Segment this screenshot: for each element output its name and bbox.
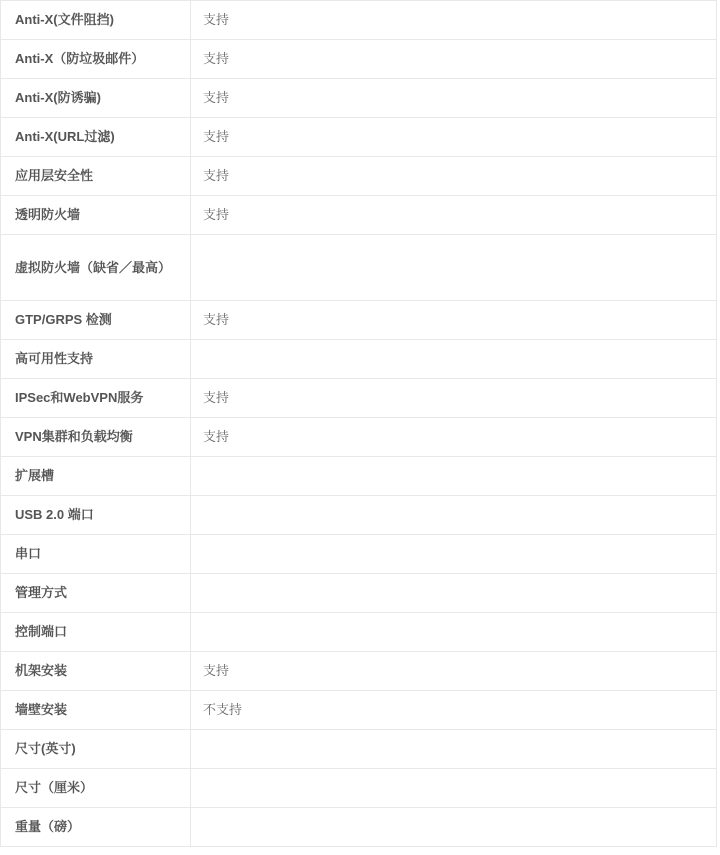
spec-value-cell: 支持 [191, 652, 717, 691]
spec-label-cell [1, 808, 191, 847]
spec-label-text: IPSec和WebVPN服务 [15, 390, 144, 405]
spec-label-cell [1, 79, 191, 118]
spec-value-cell [191, 574, 717, 613]
spec-label-text: 机架安装 [15, 663, 68, 678]
spec-value-cell [191, 613, 717, 652]
spec-value-cell: 支持 [191, 301, 717, 340]
spec-value-cell [191, 235, 717, 301]
spec-label-cell [1, 613, 191, 652]
spec-label-text: 管理方式 [15, 585, 68, 600]
spec-label-cell [1, 535, 191, 574]
spec-label-text: 控制端口 [15, 624, 68, 639]
spec-label-text: 墙壁安装 [15, 702, 68, 717]
spec-label-text: 应用层安全性 [15, 168, 94, 183]
spec-value-cell: 支持 [191, 40, 717, 79]
table-row [1, 340, 717, 379]
table-row [1, 652, 717, 691]
table-row [1, 574, 717, 613]
table-row [1, 79, 717, 118]
spec-label-cell [1, 40, 191, 79]
spec-label-cell [1, 457, 191, 496]
spec-label-text: 尺寸(英寸) [15, 741, 76, 756]
spec-value-cell: 支持 [191, 418, 717, 457]
spec-label-cell [1, 301, 191, 340]
spec-value-cell [191, 457, 717, 496]
spec-label-cell [1, 769, 191, 808]
table-row [1, 613, 717, 652]
spec-label-cell [1, 340, 191, 379]
spec-value-cell: 支持 [191, 379, 717, 418]
spec-label-text: 虚拟防火墙（缺省／最高） [15, 259, 172, 275]
table-row [1, 118, 717, 157]
spec-label-cell [1, 379, 191, 418]
spec-label-text: GTP/GRPS 检测 [15, 312, 112, 327]
table-row [1, 808, 717, 847]
table-row [1, 40, 717, 79]
spec-label-text: 尺寸（厘米） [15, 780, 94, 795]
specification-table-body [1, 1, 717, 847]
table-row [1, 496, 717, 535]
spec-label-text: Anti-X（防垃圾邮件） [15, 51, 145, 66]
table-row [1, 730, 717, 769]
spec-label-cell [1, 574, 191, 613]
spec-label-cell [1, 691, 191, 730]
table-row [1, 769, 717, 808]
spec-value-cell: 支持 [191, 1, 717, 40]
spec-value-cell [191, 535, 717, 574]
spec-label-cell [1, 157, 191, 196]
table-row [1, 301, 717, 340]
spec-value-cell: 支持 [191, 196, 717, 235]
spec-label-text: 高可用性支持 [15, 351, 94, 366]
spec-label-text: Anti-X(文件阻挡) [15, 12, 114, 27]
spec-label-cell [1, 118, 191, 157]
table-row [1, 1, 717, 40]
spec-value-cell [191, 808, 717, 847]
table-row [1, 457, 717, 496]
spec-value-cell [191, 730, 717, 769]
spec-label-cell [1, 235, 191, 301]
spec-label-cell [1, 496, 191, 535]
spec-value-cell [191, 496, 717, 535]
spec-label-cell [1, 418, 191, 457]
table-row [1, 157, 717, 196]
table-row [1, 379, 717, 418]
spec-label-text: USB 2.0 端口 [15, 507, 94, 522]
spec-value-cell [191, 769, 717, 808]
spec-label-cell [1, 196, 191, 235]
table-row [1, 691, 717, 730]
spec-value-cell: 支持 [191, 157, 717, 196]
spec-value-cell [191, 340, 717, 379]
spec-value-cell: 支持 [191, 79, 717, 118]
spec-label-text: 串口 [15, 546, 42, 561]
spec-label-cell [1, 730, 191, 769]
spec-label-cell [1, 1, 191, 40]
spec-value-cell: 不支持 [191, 691, 717, 730]
spec-label-text: 透明防火墙 [15, 207, 81, 222]
table-row [1, 196, 717, 235]
spec-label-cell [1, 652, 191, 691]
spec-value-cell: 支持 [191, 118, 717, 157]
spec-label-text: Anti-X(URL过滤) [15, 129, 115, 144]
table-row [1, 235, 717, 301]
spec-label-text: 重量（磅） [15, 819, 81, 834]
table-row [1, 418, 717, 457]
spec-label-text: Anti-X(防诱骗) [15, 90, 101, 105]
spec-label-text: 扩展槽 [15, 468, 55, 483]
table-row [1, 535, 717, 574]
spec-label-text: VPN集群和负载均衡 [15, 429, 133, 444]
